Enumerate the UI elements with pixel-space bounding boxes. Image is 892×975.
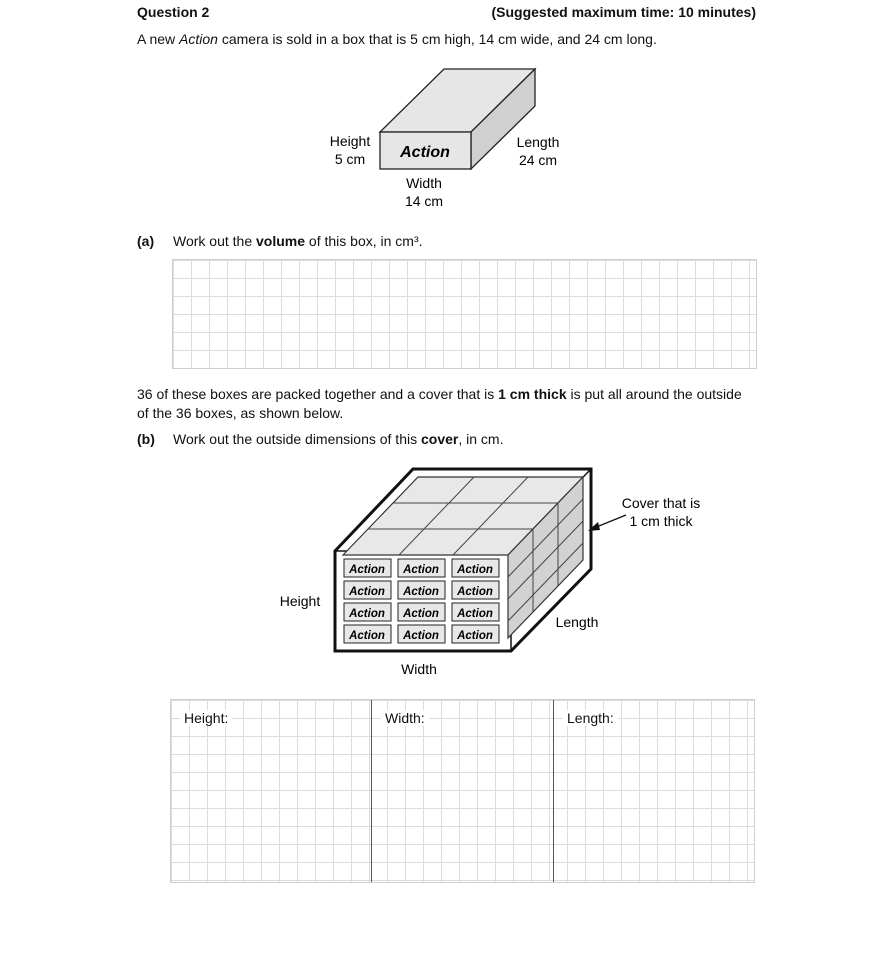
cell-label: Action	[457, 630, 493, 642]
cell-label: Action	[349, 564, 385, 576]
part-a-bold: volume	[256, 233, 306, 249]
intro-after: camera is sold in a box that is 5 cm high, 14 cm wide, and 24 cm long.	[217, 31, 657, 47]
answer-divider	[371, 700, 372, 882]
cell-label: Action	[457, 586, 493, 598]
stack-width-label: Width	[401, 661, 437, 677]
box-width-label: Width	[406, 175, 442, 191]
length-answer-label: Length:	[563, 710, 618, 726]
part-b-answer-grid	[170, 699, 755, 883]
cell-label: Action	[349, 608, 385, 620]
part-a-answer-grid[interactable]	[172, 259, 757, 369]
intro-before: A new	[137, 31, 180, 47]
stack-height-label: Height	[279, 593, 321, 609]
part-a-text-before: Work out the	[173, 233, 257, 249]
part-b-label: (b)	[137, 431, 155, 447]
part-a-text-after: of this box, in cm³.	[305, 233, 423, 249]
question-title: Question 2	[137, 4, 210, 20]
height-answer-label: Height:	[180, 710, 232, 726]
cell-label: Action	[403, 586, 439, 598]
cover-note-line2: 1 cm thick	[629, 513, 693, 529]
part-a-label: (a)	[137, 233, 155, 249]
cell-label: Action	[457, 564, 493, 576]
box-width-value: 14 cm	[404, 193, 444, 209]
intro-brand: Action	[179, 31, 218, 47]
width-answer-label: Width:	[381, 710, 429, 726]
cell-label: Action	[403, 564, 439, 576]
packing-before: 36 of these boxes are packed together and a cover that is	[137, 386, 499, 402]
box-brand: Action	[400, 144, 450, 161]
box-diagram	[0, 0, 892, 230]
packing-after: is put all around the outside of the 36 boxes, as shown below.	[137, 386, 742, 421]
part-b-text-after: , in cm.	[458, 431, 504, 447]
cell-label: Action	[457, 608, 493, 620]
part-b-bold: cover	[420, 431, 459, 447]
box-height-value: 5 cm	[334, 151, 366, 167]
time-note: (Suggested maximum time: 10 minutes)	[491, 4, 756, 20]
stack-length-label: Length	[555, 614, 599, 630]
cell-label: Action	[403, 608, 439, 620]
stack-diagram	[0, 455, 892, 685]
box-length-label: Length	[516, 134, 560, 150]
cell-label: Action	[349, 586, 385, 598]
box-length-value: 24 cm	[518, 152, 558, 168]
cell-label: Action	[403, 630, 439, 642]
box-height-label: Height	[329, 133, 371, 149]
cell-label: Action	[349, 630, 385, 642]
packing-bold: 1 cm thick	[498, 386, 567, 402]
packing-text	[137, 385, 757, 423]
cover-note-line1: Cover that is	[621, 495, 701, 511]
part-a-question	[137, 233, 423, 249]
answer-divider	[553, 700, 554, 882]
part-b-question	[137, 431, 503, 447]
part-b-text-before: Work out the outside dimensions of this	[173, 431, 421, 447]
